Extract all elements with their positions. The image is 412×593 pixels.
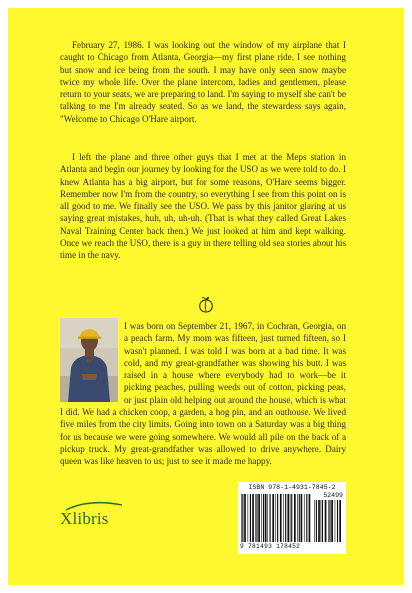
ean-barcode-bars <box>241 494 311 542</box>
paragraph-arrival <box>60 39 346 125</box>
paragraph-uso <box>60 151 346 262</box>
isbn-label: ISBN 978-1-4931-7845-2 <box>248 484 336 491</box>
publisher-logo: Xlibris <box>60 509 109 528</box>
paragraph-childhood-text: I was born on September 21, 1967, in Cochran, Georgia, on a peach farm. My mom was fifteen, just turned fifteen, so I wasn't planned. I was told I was born at a bad time. It was cold, and my great-grandfather was showing his butt. I was raised in a house where everybody had to work—be it picking peaches, pulling weeds out of cotton, picking peas, or just plain old helping out around the house, which is what I did. We had a chicken coop, a garden, a hog pin, and an outhouse. We lived five miles from the city limits. Going into town on a Saturday was a big thing for us because we were going somewhere. We would all pile on the back of a pickup truck. My great-grandfather was allowed to drive anywhere. Dairy queen was like heaven to us; just to see it made me happy. <box>60 321 346 467</box>
paragraph-uso-text: I left the plane and three other guys that I met at the Meps station in Atlanta and begin our journey by looking for the USO as we were told to do. I knew Atlanta has a big airport, but for some reasons, O'Hare seems bigger. Remember now I'm from the country, so everything I see from this point on is all good to me. We finally see the USO. We pass by this janitor glaring at us saying great mistakes, huh, uh, uh-uh. (That is what they called Great Lakes Naval Training Center back then.) We just looked at him and kept walking. Once we reach the USO, there is a guy in there telling old sea stories about his time in the navy. <box>60 152 346 261</box>
barcode-digits: 9 781493 178452 <box>240 543 301 550</box>
peach-fleuron-icon <box>197 296 215 314</box>
price-code: 52499 <box>323 492 343 499</box>
price-barcode-bars <box>314 500 343 542</box>
paragraph-childhood <box>60 320 346 468</box>
paragraph-arrival-text: February 27, 1986. I was looking out the window of my airplane that I caught to Chicago from Atlanta, Georgia—my first plane ride. I see nothing but snow and ice being from the south. I may have only seen snow maybe twice my whole life. Over the plane intercom, ladies and gentlemen, please return to your seats, we are preparing to land. I'm saying to myself she can't be talking to me I'm already seated. So as we land, the stewardess says again, "Welcome to Chicago O'Hare airport. <box>60 40 346 124</box>
isbn-barcode <box>238 482 346 554</box>
